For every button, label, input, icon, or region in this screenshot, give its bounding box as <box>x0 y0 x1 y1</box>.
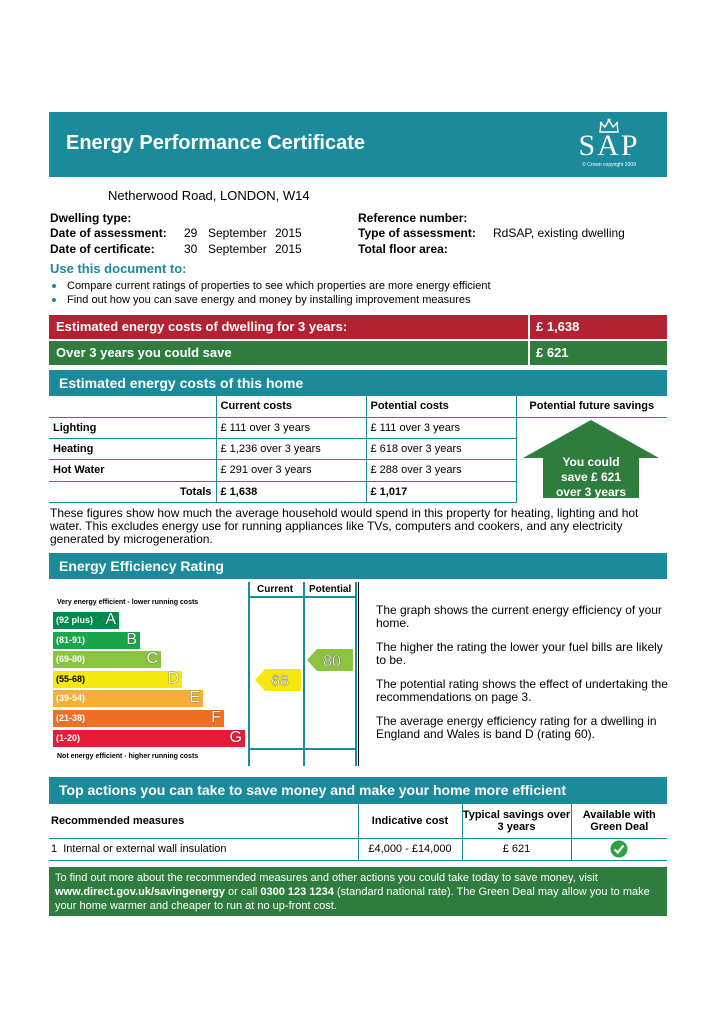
phone-number: 0300 123 1234 <box>260 886 334 898</box>
list-item: Find out how you can save energy and money by installing improvement measures <box>50 294 491 308</box>
totals-label: Totals <box>49 481 216 502</box>
current-cost: £ 1,236 over 3 years <box>216 438 366 459</box>
band-letter: A <box>105 611 116 628</box>
future-savings-header: Potential future savings <box>516 396 667 417</box>
more-info-footer: To find out more about the recommended measures and other actions you could take today to save money, visit www.direct.gov.uk/savingenergy or call 0300 123 1234 (standard national rate). The Green Deal may allow you to make your home warmer and cheaper to run at no up-front cost. <box>49 867 667 916</box>
current-cost: £ 291 over 3 years <box>216 460 366 481</box>
house-line-1: You could <box>561 454 620 469</box>
assessment-date-label: Date of assessment: <box>50 226 167 240</box>
estimated-costs-label: Estimated energy costs of dwelling for 3 years: <box>56 319 348 334</box>
certificate-year: 2015 <box>275 242 302 256</box>
rating-band-a <box>53 612 119 629</box>
row-label: Hot Water <box>49 460 216 481</box>
rating-band-b <box>53 632 140 649</box>
band-range: (81-91) <box>56 634 86 645</box>
row-label: Heating <box>49 438 216 459</box>
certificate-header <box>49 112 667 177</box>
band-letter: B <box>126 630 137 648</box>
rating-band-c <box>53 651 161 668</box>
certificate-month: September <box>208 242 267 256</box>
current-costs-header: Current costs <box>216 396 366 417</box>
table-row <box>49 838 667 860</box>
green-deal-check-icon <box>610 840 628 858</box>
measure-name: Internal or external wall insulation <box>63 843 227 855</box>
current-cost: £ 111 over 3 years <box>216 417 366 438</box>
band-range: (69-80) <box>56 654 86 665</box>
sap-logo <box>567 118 651 172</box>
measure-savings: £ 621 <box>462 838 571 860</box>
assessment-year: 2015 <box>275 226 302 240</box>
description-paragraph: The higher the rating the lower your fuel bills are likely to be. <box>376 640 663 667</box>
crown-icon <box>598 118 620 134</box>
measures-header: Recommended measures <box>49 804 358 838</box>
savings-value: £ 621 <box>536 345 569 360</box>
list-item: Compare current ratings of properties to see which properties are more energy efficient <box>50 280 491 294</box>
costs-table <box>49 396 667 503</box>
assessment-type-value: RdSAP, existing dwelling <box>493 226 625 240</box>
rating-band-e <box>53 690 203 707</box>
table-header-row <box>49 396 667 417</box>
potential-rating-arrow <box>307 649 353 671</box>
rating-band-g <box>53 730 245 747</box>
crown-copyright: © Crown copyright 2009 <box>582 162 636 168</box>
dwelling-type-label: Dwelling type: <box>50 211 132 225</box>
row-label: Lighting <box>49 417 216 438</box>
potential-rating-value: 80 <box>323 653 341 671</box>
certificate-day: 30 <box>184 242 198 256</box>
totals-current: £ 1,638 <box>216 481 366 502</box>
band-range: (21-38) <box>56 713 86 723</box>
divider <box>528 341 530 365</box>
rating-band-d <box>53 671 182 688</box>
saving-energy-link[interactable]: www.direct.gov.uk/savingenergy <box>55 886 225 898</box>
use-document-title: Use this document to: <box>50 261 187 276</box>
band-range: (92 plus) <box>56 615 94 625</box>
description-paragraph: The graph shows the current energy efficiency of your home. <box>376 603 662 630</box>
savings-header: Typical savings over 3 years <box>462 804 571 838</box>
sap-logo-text: SAP <box>578 129 640 162</box>
assessment-type-label: Type of assessment: <box>358 226 476 240</box>
page-title: Energy Performance Certificate <box>66 132 366 154</box>
assessment-day: 29 <box>184 226 198 240</box>
costs-note: These figures show how much the average household would spend in this property for heating, lighting and hot water. This excludes energy use for running appliances like TVs, computers and cookers, and any electricity generated by microgeneration. <box>50 506 639 546</box>
efficiency-section-title: Energy Efficiency Rating <box>49 553 667 579</box>
estimated-costs-section-title: Estimated energy costs of this home <box>49 370 667 396</box>
current-rating-value: 68 <box>271 672 289 690</box>
measure-number: 1 <box>51 843 58 855</box>
band-letter: F <box>211 709 221 726</box>
actions-table <box>49 804 667 861</box>
reference-label: Reference number: <box>358 211 468 225</box>
floor-area-label: Total floor area: <box>358 242 448 256</box>
savings-bar <box>49 341 667 365</box>
potential-cost: £ 111 over 3 years <box>366 417 516 438</box>
current-column-header: Current <box>257 584 294 595</box>
green-deal-header: Available with Green Deal <box>571 804 667 838</box>
band-range: (55-68) <box>56 673 86 684</box>
rating-bottom-note: Not energy efficient - higher running costs <box>57 753 199 760</box>
description-paragraph: The average energy efficiency rating for a dwelling in England and Wales is band D (rating 60). <box>376 714 657 741</box>
totals-potential: £ 1,017 <box>366 481 516 502</box>
house-line-3: over 3 years <box>555 484 626 499</box>
divider <box>528 315 530 339</box>
potential-column-header: Potential <box>309 584 352 595</box>
estimated-costs-bar <box>49 315 667 339</box>
measure-cost: £4,000 - £14,000 <box>358 838 462 860</box>
band-range: (39-54) <box>56 693 86 704</box>
rating-descriptions <box>376 604 668 752</box>
potential-cost: £ 288 over 3 years <box>366 460 516 481</box>
assessment-month: September <box>208 226 267 240</box>
cost-header: Indicative cost <box>358 804 462 838</box>
band-letter: G <box>229 728 242 746</box>
band-letter: E <box>189 689 200 707</box>
house-icon <box>521 418 661 500</box>
use-document-list <box>50 280 491 308</box>
house-line-2: save £ 621 <box>560 469 621 484</box>
savings-label: Over 3 years you could save <box>56 345 232 360</box>
rating-band-f <box>53 710 224 727</box>
savings-house-cell <box>516 417 667 503</box>
actions-section-title: Top actions you can take to save money and make your home more efficient <box>49 777 667 804</box>
rating-top-note: Very energy efficient - lower running costs <box>57 599 199 606</box>
potential-costs-header: Potential costs <box>366 396 516 417</box>
description-paragraph: The potential rating shows the effect of undertaking the recommendations on page 3. <box>376 677 668 704</box>
property-address: Netherwood Road, LONDON, W14 <box>108 188 310 203</box>
potential-cost: £ 618 over 3 years <box>366 438 516 459</box>
band-letter: C <box>146 650 158 668</box>
table-row <box>49 417 667 438</box>
band-range: (1-20) <box>56 732 81 743</box>
current-rating-arrow <box>255 669 301 691</box>
table-header-row <box>49 804 667 838</box>
estimated-costs-value: £ 1,638 <box>536 319 580 334</box>
certificate-date-label: Date of certificate: <box>50 242 155 256</box>
band-letter: D <box>167 669 179 687</box>
